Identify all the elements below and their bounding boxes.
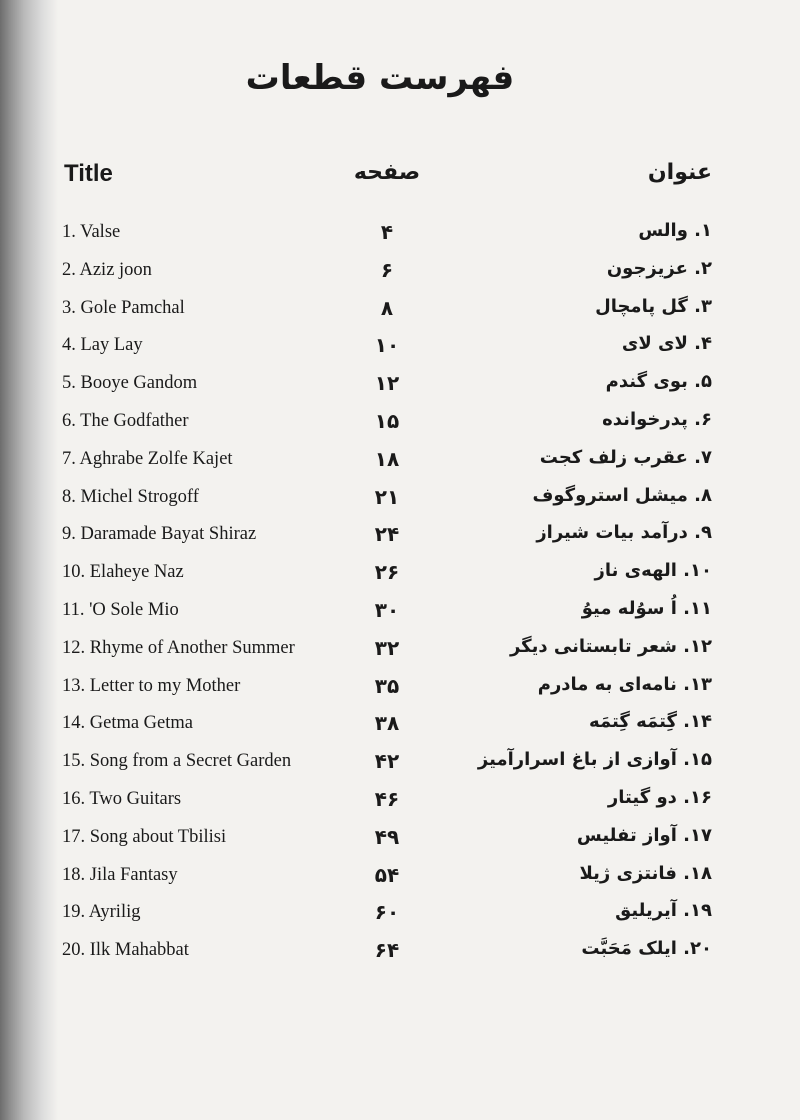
title-english: 17. Song about Tbilisi <box>62 826 227 847</box>
page-number: ۶ <box>380 257 394 282</box>
page-number: ۵۴ <box>374 862 400 887</box>
title-persian: ۱۶. دو گیتار <box>607 786 712 808</box>
title-english: 18. Jila Fantasy <box>62 864 178 885</box>
title-persian: ۱. والس <box>638 220 712 241</box>
page-number: ۳۸ <box>374 711 400 736</box>
title-english: 16. Two Guitars <box>62 788 182 809</box>
table-row <box>0 634 800 672</box>
table-row <box>0 483 800 521</box>
page-number: ۳۲ <box>374 635 400 660</box>
page-number: ۸ <box>380 295 394 320</box>
table-row <box>0 445 800 483</box>
title-persian: ۹. درآمد بیات شیراز <box>536 522 712 544</box>
title-english: 6. The Godfather <box>62 410 189 431</box>
table-row <box>0 294 800 332</box>
page-number: ۴۶ <box>374 786 400 811</box>
table-row <box>0 898 800 936</box>
table-row <box>0 747 800 785</box>
table-row <box>0 331 800 369</box>
title-english: 9. Daramade Bayat Shiraz <box>62 524 257 545</box>
table-row <box>0 520 800 558</box>
page-number: ۱۰ <box>374 333 400 358</box>
table-row <box>0 785 800 823</box>
title-english: 19. Ayrilig <box>62 902 141 923</box>
table-row <box>0 596 800 634</box>
table-row <box>0 256 800 294</box>
title-english: 4. Lay Lay <box>62 335 143 356</box>
column-header-page: صفحه <box>353 160 421 185</box>
title-english: 10. Elaheye Naz <box>62 562 184 583</box>
title-persian: ۱۲. شعر تابستانی دیگر <box>509 635 712 657</box>
title-persian: ۱۵. آوازی از باغ اسرارآمیز <box>477 749 712 771</box>
title-english: 8. Michel Strogoff <box>62 486 199 507</box>
column-header-persian: عنوان <box>647 160 712 185</box>
title-english: 11. 'O Sole Mio <box>62 599 179 620</box>
table-row <box>0 823 800 861</box>
table-row <box>0 672 800 710</box>
page-number: ۲۴ <box>374 522 400 547</box>
title-persian: ۱۹. آیریلیق <box>615 900 712 922</box>
page-number: ۳۵ <box>374 673 400 698</box>
title-persian: ۴. لای لای <box>621 333 712 355</box>
title-english: 13. Letter to my Mother <box>62 675 241 696</box>
title-english: 7. Aghrabe Zolfe Kajet <box>62 448 233 469</box>
page-title: فهرست قطعات <box>245 58 515 98</box>
title-persian: ۱۰. الهه‌ی ناز <box>594 560 712 582</box>
column-header-title: Title <box>64 160 113 187</box>
page-number: ۱۸ <box>374 446 400 471</box>
title-persian: ۶. پدرخوانده <box>602 408 712 430</box>
title-persian: ۵. بوی گندم <box>605 371 712 393</box>
table-row <box>0 936 800 974</box>
title-persian: ۱۴. گِتمَه گِتمَه <box>589 711 712 733</box>
title-persian: ۱۸. فانتزی ژیلا <box>579 862 712 884</box>
page-number: ۴۹ <box>374 824 400 849</box>
page-number: ۳۰ <box>374 597 400 622</box>
title-persian: ۱۷. آواز تفلیس <box>576 824 712 846</box>
table-row <box>0 407 800 445</box>
title-persian: ۲۰. ایلک مَحَبَّت <box>581 938 712 960</box>
title-persian: ۳. گل پامچال <box>595 295 712 317</box>
table-row <box>0 861 800 899</box>
page-number: ۶۰ <box>374 900 400 925</box>
table-row <box>0 558 800 596</box>
page-number: ۶۴ <box>374 938 400 963</box>
title-persian: ۷. عقرب زلف کجت <box>539 446 712 468</box>
title-english: 12. Rhyme of Another Summer <box>62 637 295 658</box>
title-english: 14. Getma Getma <box>62 713 193 734</box>
page-number: ۱۲ <box>374 371 400 396</box>
title-english: 5. Booye Gandom <box>62 373 198 394</box>
table-of-contents <box>0 218 800 974</box>
title-persian: ۸. میشل استروگوف <box>532 484 712 506</box>
page-number: ۱۵ <box>374 408 400 433</box>
table-row <box>0 218 800 256</box>
title-english: 1. Valse <box>62 222 121 242</box>
page-number: ۲۶ <box>374 560 400 585</box>
table-row <box>0 369 800 407</box>
page-number: ۴ <box>380 220 394 244</box>
title-english: 2. Aziz joon <box>62 259 152 280</box>
page-number: ۲۱ <box>374 484 400 509</box>
title-english: 15. Song from a Secret Garden <box>62 751 292 772</box>
title-persian: ۱۱. اُ سوُله میوُ <box>581 597 712 619</box>
title-english: 20. Ilk Mahabbat <box>62 940 189 961</box>
title-persian: ۲. عزیزجون <box>606 257 712 279</box>
table-row <box>0 709 800 747</box>
page-number: ۴۲ <box>374 749 400 774</box>
title-persian: ۱۳. نامه‌ای به مادرم <box>537 673 712 695</box>
title-english: 3. Gole Pamchal <box>62 297 185 318</box>
